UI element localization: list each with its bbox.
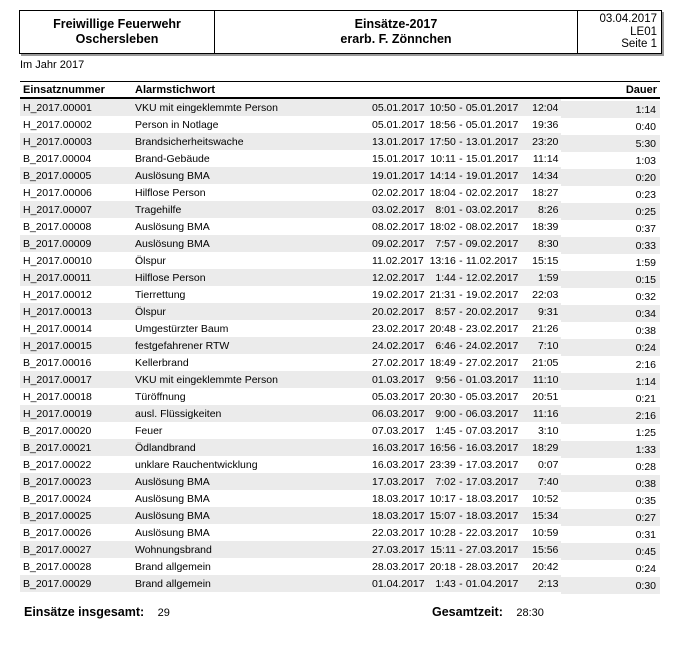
table-row: [20, 133, 660, 150]
cell-alarm-keyword: VKU mit eingeklemmte Person: [126, 371, 369, 388]
cell-end-time: 23:20: [521, 133, 561, 150]
cell-duration: 0:38: [635, 324, 656, 337]
cell-alarm-keyword: Auslösung BMA: [135, 220, 210, 233]
cell-range-separator: -: [459, 152, 463, 165]
cell-incident-id: H_2017.00014: [23, 322, 92, 335]
table-row: [20, 490, 660, 507]
cell-start-time: 7:57: [428, 235, 459, 252]
cell-end-date: 24.02.2017: [463, 337, 522, 354]
cell-end-time: 10:52: [532, 492, 559, 505]
table-row: [20, 507, 660, 524]
organization-name: Freiwillige Feuerwehr: [53, 17, 181, 31]
cell-range-separator: -: [459, 220, 463, 233]
total-time-label: Gesamtzeit:: [432, 605, 503, 619]
column-header-duration: Dauer: [561, 82, 660, 99]
cell-start-date: 09.02.2017: [369, 235, 428, 252]
table-row: [20, 456, 660, 473]
cell-start-time: 20:48: [429, 322, 456, 335]
cell-start-date: 05.01.2017: [369, 98, 428, 116]
table-row: [20, 473, 660, 490]
title-block: [215, 11, 578, 53]
cell-incident-id: B_2017.00023: [20, 473, 126, 490]
cell-start-time: 18:04: [429, 186, 456, 199]
page-number: Seite 1: [621, 38, 657, 51]
cell-start-date: 19.01.2017: [369, 167, 428, 184]
cell-start-date: 03.02.2017: [369, 201, 428, 218]
table-row: [20, 524, 660, 541]
cell-duration: 0:45: [561, 543, 660, 560]
cell-duration: 0:15: [561, 271, 660, 288]
cell-start-date: 16.03.2017: [372, 458, 425, 471]
table-row: [20, 337, 660, 354]
cell-end-date: 05.01.2017: [463, 98, 522, 116]
cell-end-time: 1:59: [521, 269, 561, 286]
organization-block: [20, 11, 215, 53]
cell-duration: 0:33: [561, 237, 660, 254]
cell-duration: 0:31: [635, 528, 656, 541]
meta-block: [578, 11, 661, 53]
cell-end-time: 0:07: [537, 458, 559, 471]
table-row: [20, 252, 660, 269]
cell-end-date: 03.02.2017: [463, 201, 522, 218]
cell-incident-id: B_2017.00027: [20, 541, 126, 558]
cell-range-separator: -: [459, 254, 463, 267]
cell-range-separator: -: [459, 575, 463, 592]
table-row: [20, 388, 660, 405]
cell-range-separator: -: [459, 186, 463, 199]
cell-duration: 0:34: [561, 305, 660, 322]
cell-start-date: 23.02.2017: [372, 322, 425, 335]
table-row: [20, 184, 660, 201]
cell-incident-id: B_2017.00025: [20, 507, 126, 524]
cell-start-time: 15:11: [428, 541, 459, 558]
table-row: [20, 218, 660, 235]
cell-start-time: 8:01: [428, 201, 459, 218]
cell-duration: 2:16: [635, 358, 656, 371]
table-row: [20, 116, 660, 133]
cell-alarm-keyword: Feuer: [135, 424, 163, 437]
cell-start-time: 20:18: [429, 560, 456, 573]
table-row: [20, 269, 660, 286]
cell-duration: 0:20: [561, 169, 660, 186]
cell-end-date: 28.03.2017: [465, 560, 519, 573]
cell-range-separator: -: [459, 492, 463, 505]
cell-end-date: 11.02.2017: [465, 254, 518, 267]
total-incidents-label: Einsätze insgesamt:: [24, 605, 145, 619]
cell-end-date: 27.03.2017: [463, 541, 522, 558]
cell-start-time: 10:50: [428, 98, 459, 116]
table-row: [20, 371, 660, 388]
cell-incident-id: H_2017.00015: [20, 337, 126, 354]
cell-start-date: 28.03.2017: [372, 560, 425, 573]
cell-start-date: 07.03.2017: [372, 424, 425, 437]
cell-range-separator: -: [459, 167, 463, 184]
cell-alarm-keyword: Ölspur: [135, 254, 166, 267]
report-title: Einsätze-2017: [354, 17, 438, 31]
cell-start-time: 10:11: [430, 152, 456, 165]
cell-incident-id: H_2017.00011: [20, 269, 126, 286]
cell-end-date: 01.03.2017: [463, 371, 522, 388]
table-body: [20, 98, 660, 592]
cell-range-separator: -: [459, 235, 463, 252]
cell-incident-id: B_2017.00004: [23, 152, 92, 165]
cell-duration: 1:14: [561, 373, 660, 390]
cell-incident-id: B_2017.00016: [23, 356, 92, 369]
cell-duration: 0:28: [635, 460, 656, 473]
cell-end-date: 05.03.2017: [465, 390, 519, 403]
cell-alarm-keyword: Türöffnung: [135, 390, 186, 403]
cell-start-time: 18:49: [429, 356, 456, 369]
cell-start-date: 27.02.2017: [372, 356, 425, 369]
cell-incident-id: H_2017.00003: [20, 133, 126, 150]
cell-duration: 0:38: [561, 475, 660, 492]
cell-range-separator: -: [459, 133, 463, 150]
cell-alarm-keyword: ausl. Flüssigkeiten: [126, 405, 369, 422]
column-header-keyword: Alarmstichwort: [126, 82, 561, 99]
cell-end-date: 05.01.2017: [465, 118, 519, 131]
report-subtitle: Im Jahr 2017: [20, 59, 85, 71]
cell-start-time: 16:56: [428, 439, 459, 456]
cell-end-date: 16.03.2017: [463, 439, 522, 456]
cell-start-time: 9:00: [428, 405, 459, 422]
cell-incident-id: B_2017.00020: [23, 424, 92, 437]
cell-start-date: 01.04.2017: [369, 575, 428, 592]
cell-start-time: 1:44: [428, 269, 459, 286]
cell-end-time: 18:39: [532, 220, 559, 233]
cell-alarm-keyword: Auslösung BMA: [126, 235, 369, 252]
cell-end-date: 23.02.2017: [465, 322, 519, 335]
cell-start-date: 12.02.2017: [369, 269, 428, 286]
cell-start-date: 18.03.2017: [372, 492, 425, 505]
total-incidents: [24, 605, 170, 619]
cell-start-date: 27.03.2017: [369, 541, 428, 558]
cell-range-separator: -: [459, 118, 463, 131]
cell-end-time: 11:16: [521, 405, 561, 422]
cell-duration: 2:16: [561, 407, 660, 424]
cell-incident-id: H_2017.00012: [23, 288, 92, 301]
report-date: 03.04.2017: [599, 13, 657, 26]
cell-range-separator: -: [459, 269, 463, 286]
column-header-id: Einsatznummer: [20, 82, 126, 99]
cell-end-time: 3:10: [537, 424, 559, 437]
cell-alarm-keyword: Ödlandbrand: [126, 439, 369, 456]
cell-end-time: 7:40: [521, 473, 561, 490]
cell-end-date: 08.02.2017: [465, 220, 519, 233]
table-row: [20, 286, 660, 303]
cell-end-date: 18.03.2017: [463, 507, 522, 524]
cell-end-time: 10:59: [532, 526, 559, 539]
cell-start-date: 19.02.2017: [372, 288, 425, 301]
cell-duration: 0:35: [635, 494, 656, 507]
table-row: [20, 541, 660, 558]
cell-start-time: 1:43: [428, 575, 459, 592]
cell-alarm-keyword: Hilflose Person: [126, 269, 369, 286]
organization-city: Oschersleben: [75, 32, 159, 46]
cell-end-time: 8:26: [521, 201, 561, 218]
cell-start-date: 06.03.2017: [369, 405, 428, 422]
cell-end-date: 18.03.2017: [465, 492, 519, 505]
table-row: [20, 439, 660, 456]
cell-start-date: 15.01.2017: [372, 152, 425, 165]
cell-start-time: 14:14: [428, 167, 459, 184]
cell-start-date: 24.02.2017: [369, 337, 428, 354]
cell-duration: 0:37: [635, 222, 656, 235]
cell-start-time: 15:07: [428, 507, 459, 524]
cell-range-separator: -: [459, 322, 463, 335]
cell-end-time: 21:26: [532, 322, 559, 335]
cell-incident-id: B_2017.00009: [20, 235, 126, 252]
table-row: [20, 98, 660, 116]
cell-range-separator: -: [459, 458, 463, 471]
cell-end-date: 27.02.2017: [465, 356, 519, 369]
cell-duration: 0:25: [561, 203, 660, 220]
cell-alarm-keyword: VKU mit eingeklemmte Person: [126, 98, 369, 116]
cell-range-separator: -: [459, 337, 463, 354]
cell-start-date: 13.01.2017: [369, 133, 428, 150]
cell-alarm-keyword: unklare Rauchentwicklung: [135, 458, 258, 471]
table-row: [20, 235, 660, 252]
cell-duration: 0:24: [635, 562, 656, 575]
cell-incident-id: B_2017.00024: [23, 492, 92, 505]
cell-incident-id: H_2017.00019: [20, 405, 126, 422]
report-code: LE01: [630, 25, 657, 38]
cell-end-time: 19:36: [532, 118, 559, 131]
cell-incident-id: B_2017.00005: [20, 167, 126, 184]
cell-range-separator: -: [459, 473, 463, 490]
cell-duration: 0:32: [635, 290, 656, 303]
cell-start-time: 8:57: [428, 303, 459, 320]
total-time: [432, 605, 544, 619]
cell-end-time: 18:29: [521, 439, 561, 456]
cell-end-time: 8:30: [521, 235, 561, 252]
cell-end-time: 20:42: [532, 560, 559, 573]
cell-alarm-keyword: Brand allgemein: [135, 560, 211, 573]
cell-alarm-keyword: Person in Notlage: [135, 118, 219, 131]
cell-end-time: 2:13: [521, 575, 561, 592]
cell-alarm-keyword: Auslösung BMA: [126, 507, 369, 524]
cell-alarm-keyword: Auslösung BMA: [135, 526, 210, 539]
cell-alarm-keyword: Kellerbrand: [135, 356, 189, 369]
cell-alarm-keyword: Umgestürzter Baum: [135, 322, 229, 335]
cell-end-date: 02.02.2017: [465, 186, 519, 199]
cell-alarm-keyword: Tierrettung: [135, 288, 186, 301]
cell-end-time: 22:03: [532, 288, 559, 301]
cell-start-date: 20.02.2017: [369, 303, 428, 320]
cell-incident-id: B_2017.00021: [20, 439, 126, 456]
cell-start-time: 6:46: [428, 337, 459, 354]
cell-duration: 0:40: [635, 120, 656, 133]
cell-range-separator: -: [459, 288, 463, 301]
cell-duration: 1:25: [635, 426, 656, 439]
cell-range-separator: -: [459, 439, 463, 456]
cell-end-time: 20:51: [532, 390, 559, 403]
incident-table: [20, 81, 660, 592]
cell-end-time: 7:10: [521, 337, 561, 354]
cell-range-separator: -: [459, 507, 463, 524]
table-row: [20, 558, 660, 575]
cell-start-date: 16.03.2017: [369, 439, 428, 456]
cell-end-date: 12.02.2017: [463, 269, 522, 286]
cell-range-separator: -: [459, 526, 463, 539]
cell-start-time: 10:17: [429, 492, 456, 505]
cell-duration: 1:14: [561, 100, 660, 118]
table-row: [20, 167, 660, 184]
cell-duration: 1:59: [635, 256, 656, 269]
cell-start-time: 10:28: [429, 526, 456, 539]
total-incidents-value: 29: [157, 607, 170, 619]
cell-start-time: 13:16: [429, 254, 456, 267]
report-header: [19, 10, 662, 54]
report-author: erarb. F. Zönnchen: [340, 32, 452, 46]
cell-range-separator: -: [459, 424, 463, 437]
cell-alarm-keyword: Tragehilfe: [126, 201, 369, 218]
cell-start-date: 18.03.2017: [369, 507, 428, 524]
cell-end-date: 15.01.2017: [465, 152, 519, 165]
cell-duration: 0:24: [561, 339, 660, 356]
cell-alarm-keyword: festgefahrener RTW: [126, 337, 369, 354]
cell-incident-id: H_2017.00013: [20, 303, 126, 320]
cell-alarm-keyword: Brand allgemein: [126, 575, 369, 592]
table-row: [20, 150, 660, 167]
cell-range-separator: -: [459, 371, 463, 388]
cell-end-date: 01.04.2017: [463, 575, 522, 592]
cell-start-date: 22.03.2017: [372, 526, 425, 539]
table-header-row: [20, 82, 660, 99]
cell-end-time: 11:14: [532, 152, 559, 165]
cell-start-time: 7:02: [428, 473, 459, 490]
cell-range-separator: -: [459, 201, 463, 218]
cell-incident-id: H_2017.00006: [23, 186, 92, 199]
cell-end-time: 15:34: [521, 507, 561, 524]
cell-end-date: 06.03.2017: [463, 405, 522, 422]
cell-start-time: 9:56: [428, 371, 459, 388]
table-row: [20, 320, 660, 337]
table-row: [20, 303, 660, 320]
cell-end-date: 19.02.2017: [465, 288, 519, 301]
cell-end-date: 17.03.2017: [465, 458, 519, 471]
cell-end-time: 12:04: [521, 98, 561, 116]
cell-end-time: 15:56: [521, 541, 561, 558]
cell-duration: 0:23: [635, 188, 656, 201]
cell-duration: 0:27: [561, 509, 660, 526]
cell-alarm-keyword: Brandsicherheitswache: [126, 133, 369, 150]
cell-start-date: 08.02.2017: [372, 220, 425, 233]
cell-range-separator: -: [459, 303, 463, 320]
table-row: [20, 405, 660, 422]
cell-incident-id: H_2017.00007: [20, 201, 126, 218]
cell-end-time: 14:34: [521, 167, 561, 184]
cell-alarm-keyword: Ölspur: [126, 303, 369, 320]
cell-end-time: 9:31: [521, 303, 561, 320]
table-row: [20, 354, 660, 371]
cell-incident-id: H_2017.00010: [23, 254, 92, 267]
cell-incident-id: B_2017.00026: [23, 526, 92, 539]
cell-incident-id: H_2017.00017: [20, 371, 126, 388]
total-time-value: 28:30: [516, 607, 544, 619]
cell-start-time: 18:56: [429, 118, 456, 131]
cell-duration: 1:03: [635, 154, 656, 167]
cell-incident-id: B_2017.00029: [20, 575, 126, 592]
cell-range-separator: -: [459, 356, 463, 369]
cell-alarm-keyword: Brand-Gebäude: [135, 152, 210, 165]
cell-incident-id: H_2017.00002: [23, 118, 92, 131]
cell-start-date: 11.02.2017: [372, 254, 424, 267]
cell-start-date: 01.03.2017: [369, 371, 428, 388]
cell-alarm-keyword: Wohnungsbrand: [126, 541, 369, 558]
table-row: [20, 422, 660, 439]
cell-end-date: 09.02.2017: [463, 235, 522, 252]
cell-end-time: 18:27: [532, 186, 559, 199]
cell-start-time: 21:31: [429, 288, 456, 301]
cell-end-time: 21:05: [532, 356, 559, 369]
table-row: [20, 201, 660, 218]
cell-end-date: 13.01.2017: [463, 133, 522, 150]
cell-end-time: 11:10: [521, 371, 561, 388]
cell-end-date: 07.03.2017: [465, 424, 519, 437]
cell-alarm-keyword: Hilflose Person: [135, 186, 206, 199]
cell-start-time: 23:39: [429, 458, 456, 471]
cell-start-time: 18:02: [429, 220, 456, 233]
cell-incident-id: H_2017.00018: [23, 390, 92, 403]
cell-duration: 1:33: [561, 441, 660, 458]
cell-duration: 5:30: [561, 135, 660, 152]
cell-start-date: 17.03.2017: [369, 473, 428, 490]
cell-alarm-keyword: Auslösung BMA: [126, 473, 369, 490]
table-row: [20, 575, 660, 592]
cell-incident-id: B_2017.00022: [23, 458, 92, 471]
cell-end-date: 20.02.2017: [463, 303, 522, 320]
cell-duration: 0:30: [561, 577, 660, 594]
cell-start-date: 02.02.2017: [372, 186, 425, 199]
cell-start-time: 20:30: [429, 390, 456, 403]
cell-duration: 0:21: [635, 392, 656, 405]
cell-start-date: 05.03.2017: [372, 390, 425, 403]
cell-start-date: 05.01.2017: [372, 118, 425, 131]
cell-range-separator: -: [459, 541, 463, 558]
cell-end-date: 17.03.2017: [463, 473, 522, 490]
cell-alarm-keyword: Auslösung BMA: [126, 167, 369, 184]
cell-end-time: 15:15: [532, 254, 559, 267]
cell-incident-id: B_2017.00028: [23, 560, 92, 573]
cell-end-date: 22.03.2017: [465, 526, 519, 539]
cell-alarm-keyword: Auslösung BMA: [135, 492, 210, 505]
cell-range-separator: -: [459, 98, 463, 116]
cell-incident-id: H_2017.00001: [20, 98, 126, 116]
cell-start-time: 17:50: [428, 133, 459, 150]
cell-range-separator: -: [459, 560, 463, 573]
cell-start-time: 1:45: [435, 424, 456, 437]
cell-range-separator: -: [459, 390, 463, 403]
cell-incident-id: B_2017.00008: [23, 220, 92, 233]
cell-end-date: 19.01.2017: [463, 167, 522, 184]
cell-range-separator: -: [459, 405, 463, 422]
